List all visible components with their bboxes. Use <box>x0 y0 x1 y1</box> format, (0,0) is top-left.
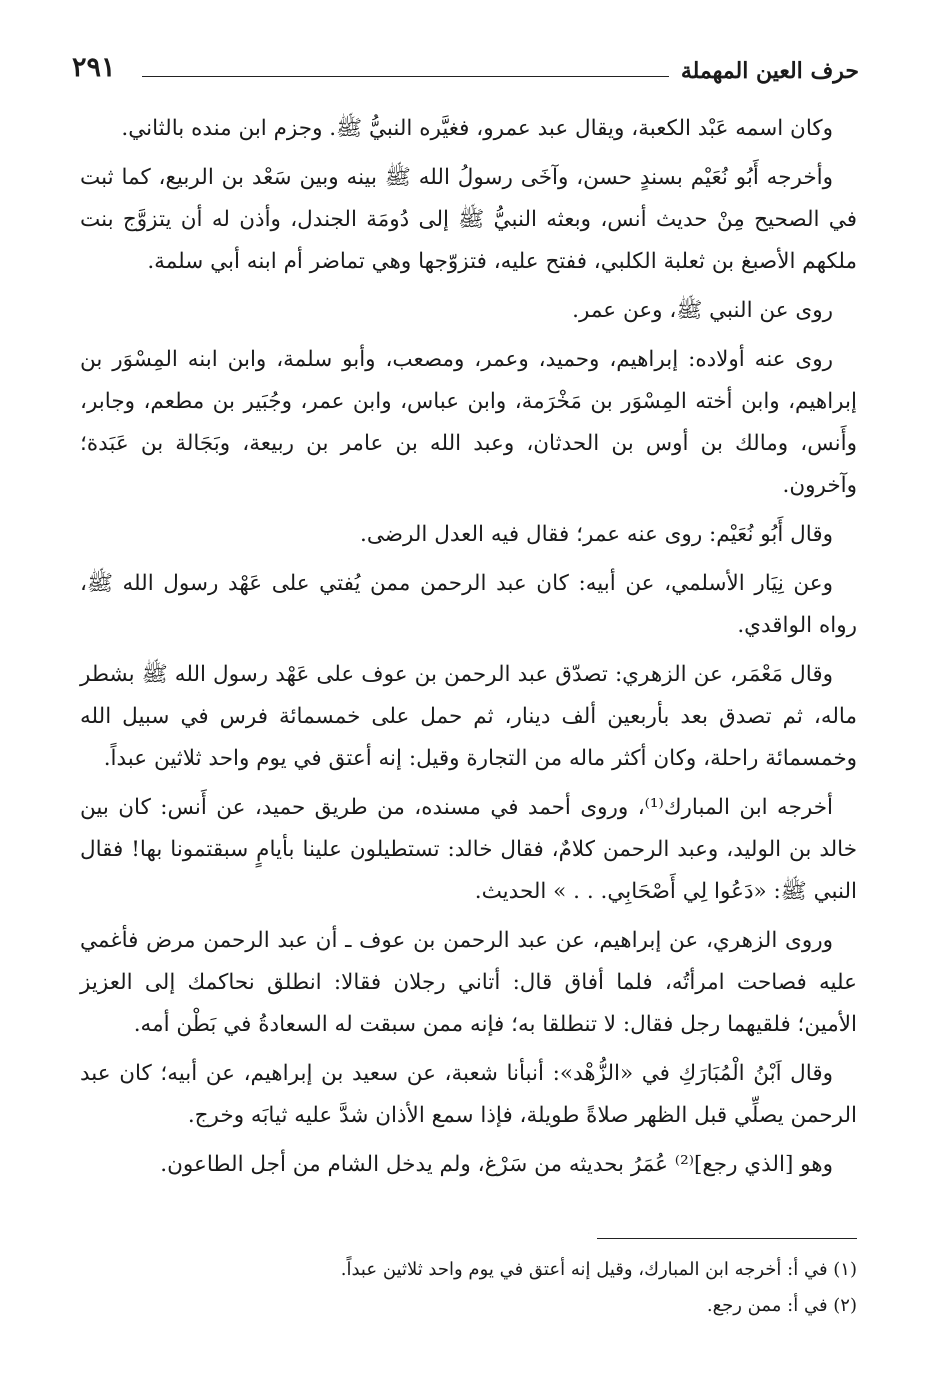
chapter-title: حرف العين المهملة <box>680 58 859 84</box>
footnote: (٢) في أ: ممن رجع. <box>706 1295 857 1316</box>
footnote: (١) في أ: أخرجه ابن المبارك، وقيل إنه أعتق في يوم واحد ثلاثين عبداً. <box>340 1259 857 1280</box>
main-text <box>80 108 857 1193</box>
paragraph: روى عنه أولاده: إبراهيم، وحميد، وعمر، ومصعب، وأبو سلمة، وابن ابنه المِسْوَر بن إبراهيم، وابن أخته المِسْوَر بن مَخْرَمة، وابن عباس، وابن عمر، وجُبَير بن مطعم، وجابر، وأَنس، ومالك بن أوس بن الحدثان، وعبد الله بن عامر بن ربيعة، وبَجَالة بن عَبَدة؛ وآخرون. <box>80 347 857 498</box>
footnotes <box>80 1252 857 1324</box>
paragraph: وعن نِيَار الأسلمي، عن أبيه: كان عبد الرحمن ممن يُفتي على عَهْد رسول الله ﷺ، رواه الواقدي. <box>80 571 857 638</box>
header-rule <box>142 76 669 77</box>
paragraph: وكان اسمه عَبْد الكعبة، ويقال عبد عمرو، فغيَّره النبيُّ ﷺ. وجزم ابن منده بالثاني. <box>121 116 833 141</box>
paragraph: وهو [الذي رجع]⁽²⁾ عُمَرُ بحديثه من سَرْغ، ولم يدخل الشام من أجل الطاعون. <box>160 1152 833 1177</box>
page-number: ٢٩١ <box>72 52 116 83</box>
page-header <box>72 50 859 90</box>
footnote-separator <box>597 1238 857 1239</box>
paragraph: وأخرجه أَبُو نُعَيْم بسندٍ حسن، وآخَى رسولُ الله ﷺ بينه وبين سَعْد بن الربيع، كما ثبت في الصحيح مِنْ حديث أنس، وبعثه النبيُّ ﷺ إلى دُومَة الجندل، وأذن له أن يتزوَّج بنت ملكهم الأصبغ بن ثعلبة الكلبي، ففتح عليه، فتزوّجها وهي تماضر أم ابنه أبي سلمة. <box>80 165 857 274</box>
paragraph: وقال اَبْنُ الْمُبَارَكِ في «الزُّهْد»: أنبأنا شعبة، عن سعيد بن إبراهيم، عن أبيه؛ كان عبد الرحمن يصلِّي قبل الظهر صلاةً طويلة، فإذا سمع الأذان شدَّ عليه ثيابَه وخرج. <box>80 1061 857 1128</box>
paragraph: أخرجه ابن المبارك⁽¹⁾، وروى أحمد في مسنده، من طريق حميد، عن أَنس: كان بين خالد بن الوليد، وعبد الرحمن كلامٌ، فقال خالد: تستطيلون علينا بأيامٍ سبقتمونا بها! فقال النبي ﷺ: «دَعُوا لِي أَصْحَابِي. . . » الحديث. <box>80 795 857 904</box>
paragraph: وروى الزهري، عن إبراهيم، عن عبد الرحمن بن عوف ـ أن عبد الرحمن مرض فأغمي عليه فصاحت امرأتُه، فلما أفاق قال: أتاني رجلان فقالا: انطلق نحاكمك إلى العزيز الأمين؛ فلقيهما رجل فقال: لا تنطلقا به؛ فإنه ممن سبقت له السعادةُ في بَطْن أمه. <box>80 928 857 1037</box>
paragraph: وقال مَعْمَر، عن الزهري: تصدّق عبد الرحمن بن عوف على عَهْد رسول الله ﷺ بشطر ماله، ثم تصدق بعد بأربعين ألف دينار، ثم حمل على خمسمائة فرس في سبيل الله وخمسمائة راحلة، وكان أكثر ماله من التجارة وقيل: إنه أعتق في يوم واحد ثلاثين عبداً. <box>80 662 857 771</box>
paragraph: روى عن النبي ﷺ، وعن عمر. <box>572 298 833 323</box>
paragraph: وقال أَبُو نُعَيْم: روى عنه عمر؛ فقال فيه العدل الرضى. <box>359 522 833 547</box>
